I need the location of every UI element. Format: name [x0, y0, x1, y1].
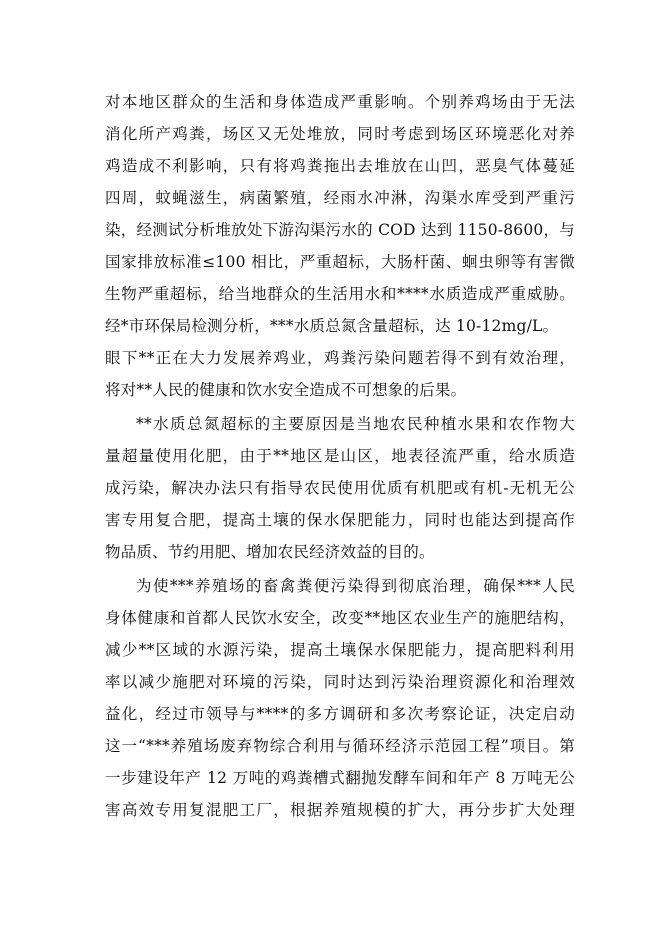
text-line: 率以减少施肥对环境的污染，同时达到污染治理资源化和治理效: [105, 673, 575, 691]
text-line: 生物严重超标，给当地群众的生活用水和****水质造成严重威胁。: [105, 285, 575, 303]
text-line: 国家排放标准≤100 相比，严重超标，大肠杆菌、蛔虫卵等有害微: [105, 253, 575, 271]
text-line: 消化所产鸡粪，场区又无处堆放，同时考虑到场区环境恶化对养: [105, 125, 575, 143]
text-line: 将对**人民的健康和饮水安全造成不可想象的后果。: [105, 381, 467, 399]
text-line: 成污染，解决办法只有指导农民使用优质有机肥或有机-无机无公: [105, 479, 575, 497]
text-line: 害专用复合肥，提高土壤的保水保肥能力，同时也能达到提高作: [105, 511, 575, 529]
text-line: 鸡造成不利影响，只有将鸡粪拖出去堆放在山凹，恶臭气体蔓延: [105, 157, 575, 175]
text-line: 量超量使用化肥，由于**地区是山区，地表径流严重，给水质造: [105, 447, 575, 465]
text-line: 身体健康和首都人民饮水安全，改变**地区农业生产的施肥结构，: [105, 609, 575, 627]
text-line: 减少**区域的水源污染，提高土壤保水保肥能力，提高肥料利用: [105, 641, 575, 659]
text-line: 眼下**正在大力发展养鸡业，鸡粪污染问题若得不到有效治理，: [105, 349, 575, 367]
text-line: 染，经测试分析堆放处下游沟渠污水的 COD 达到 1150-8600，与: [105, 221, 575, 239]
text-line: 这一“***养殖场废弃物综合利用与循环经济示范园工程”项目。第: [105, 737, 575, 755]
text-line: 害高效专用复混肥工厂，根据养殖规模的扩大，再分步扩大处理: [105, 801, 575, 819]
text-line: 对本地区群众的生活和身体造成严重影响。个别养鸡场由于无法: [105, 93, 575, 111]
text-line: 物品质、节约用肥、增加农民经济效益的目的。: [105, 543, 435, 561]
text-line: 一步建设年产 12 万吨的鸡粪槽式翻抛发酵车间和年产 8 万吨无公: [105, 769, 575, 787]
paragraph-first-line: **水质总氮超标的主要原因是当地农民种植水果和农作物大: [136, 415, 575, 433]
paragraph-first-line: 为使***养殖场的畜禽粪便污染得到彻底治理，确保***人民: [136, 577, 575, 595]
text-line: 益化，经过市领导与****的多方调研和多次考察论证，决定启动: [105, 705, 575, 723]
text-line: 经*市环保局检测分析，***水质总氮含量超标，达 10-12mg/L。: [105, 317, 559, 335]
text-line: 四周，蚊蝇滋生，病菌繁殖，经雨水冲淋，沟渠水库受到严重污: [105, 189, 575, 207]
